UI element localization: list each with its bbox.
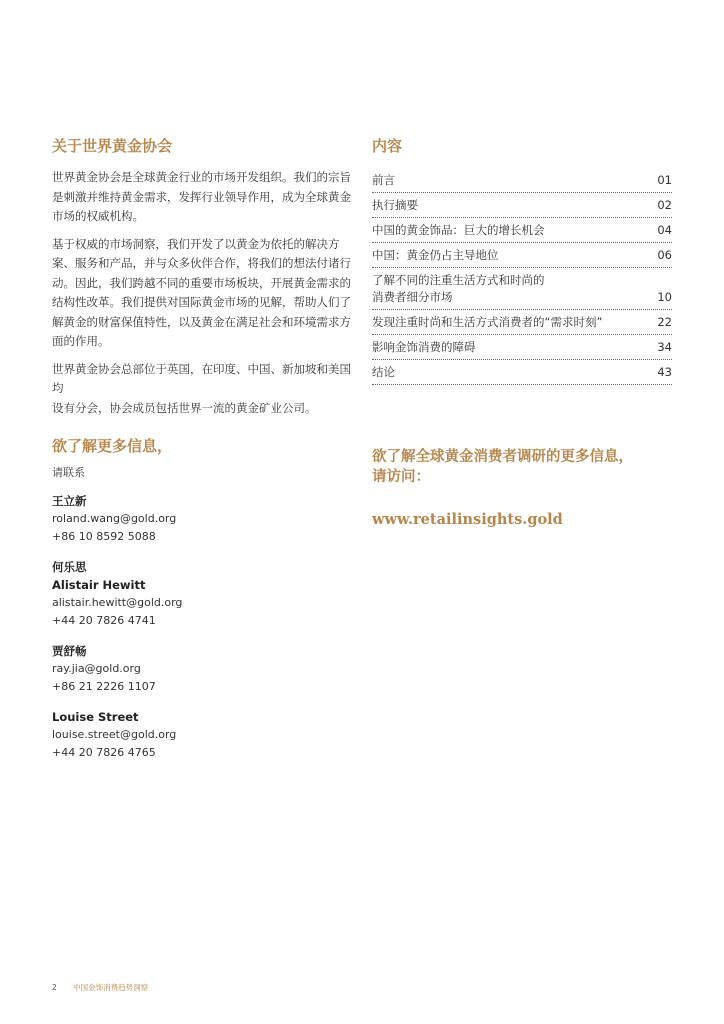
about-paragraph-3: 世界黄金协会总部位于英国，在印度、中国、新加坡和美国均 设有分会，协会成员包括世界一流的黄金矿业公司。 bbox=[52, 361, 351, 415]
contents-heading: 内容 bbox=[372, 137, 403, 155]
contact-name-english: Alistair Hewitt bbox=[52, 578, 146, 592]
left-column bbox=[52, 136, 352, 774]
contact-name: 何乐思 bbox=[52, 560, 87, 574]
contact-card bbox=[52, 558, 352, 630]
contact-phone: +86 10 8592 5088 bbox=[52, 530, 156, 543]
page-footer bbox=[52, 982, 148, 993]
contact-prompt: 请联系 bbox=[52, 466, 85, 479]
contact-card bbox=[52, 492, 352, 546]
contact-phone: +44 20 7826 4741 bbox=[52, 614, 156, 627]
contact-email-link[interactable]: louise.street@gold.org bbox=[52, 728, 177, 741]
about-heading: 关于世界黄金协会 bbox=[52, 137, 173, 155]
table-of-contents bbox=[372, 168, 672, 385]
contact-name: 王立新 bbox=[52, 494, 87, 508]
toc-item[interactable]: 影响金饰消费的障碍 34 bbox=[372, 335, 672, 360]
contact-email-link[interactable]: roland.wang@gold.org bbox=[52, 512, 177, 525]
toc-item[interactable]: 执行摘要 02 bbox=[372, 193, 672, 218]
contact-card bbox=[52, 642, 352, 696]
retail-insights-link[interactable]: www.retailinsights.gold bbox=[372, 511, 563, 528]
toc-item[interactable]: 了解不同的注重生活方式和时尚的 消费者细分市场 10 bbox=[372, 268, 672, 310]
contact-phone: +44 20 7826 4765 bbox=[52, 746, 156, 759]
contact-name: 贾舒畅 bbox=[52, 644, 87, 658]
more-info-heading: 欲了解更多信息， bbox=[52, 437, 173, 455]
survey-section bbox=[372, 447, 672, 528]
about-paragraph-1: 世界黄金协会是全球黄金行业的市场开发组织。我们的宗旨 是刺激并维持黄金需求，发挥行业领导作用，成为全球黄金 市场的权威机构。 bbox=[52, 170, 351, 223]
right-column bbox=[372, 136, 672, 528]
contact-phone: +86 21 2226 1107 bbox=[52, 680, 156, 693]
toc-item[interactable]: 发现注重时尚和生活方式消费者的“需求时刻” 22 bbox=[372, 310, 672, 335]
footer-title: 中国金饰消费趋势洞察 bbox=[73, 983, 149, 992]
about-paragraph-2: 基于权威的市场洞察，我们开发了以黄金为依托的解决方 案、服务和产品，并与众多伙伴合作，将我们的想法付诸行 动。因此，我们跨越不同的重要市场板块，开展黄金需求的 结构性改革。我们提供对国际黄金市场的见解，帮助人们了 解黄金的财富保值特性，以及黄金在满足社会和环境需求方 面的作用。 bbox=[52, 236, 351, 348]
toc-item[interactable]: 前言 01 bbox=[372, 168, 672, 193]
page-number: 2 bbox=[52, 983, 57, 992]
contact-card bbox=[52, 708, 352, 762]
contact-email-link[interactable]: ray.jia@gold.org bbox=[52, 662, 141, 675]
contact-email-link[interactable]: alistair.hewitt@gold.org bbox=[52, 596, 183, 609]
toc-item[interactable]: 结论 43 bbox=[372, 360, 672, 385]
contact-name: Louise Street bbox=[52, 710, 139, 724]
toc-item[interactable]: 中国的黄金饰品：巨大的增长机会 04 bbox=[372, 218, 672, 243]
survey-heading: 欲了解全球黄金消费者调研的更多信息， 请访问： bbox=[372, 449, 633, 485]
toc-item[interactable]: 中国：黄金仍占主导地位 06 bbox=[372, 243, 672, 268]
